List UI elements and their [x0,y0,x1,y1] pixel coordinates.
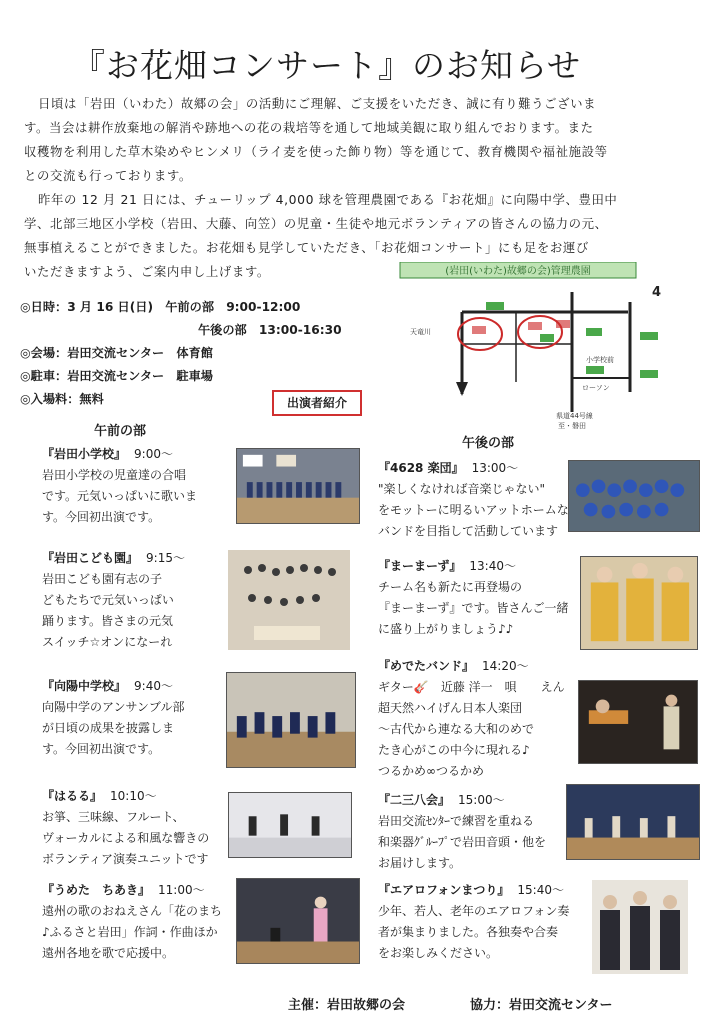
page-title: 『お花畑コンサート』のお知らせ [72,46,582,85]
performer-desc: 者が集まりました。各独奏や合奏 [378,925,559,939]
performer-desc: ギター🎸 近藤 洋一 唄 えん [378,680,565,694]
performer-desc: ヴォーカルによる和風な響きの [42,831,210,845]
performer-desc: をお楽しみください。 [378,946,499,960]
morning-heading: 午前の部 [94,424,147,439]
performer-desc: に盛り上がりましょう♪♪ [378,622,514,636]
photo-umeta-chiaki [236,878,360,964]
afternoon-item [378,556,568,640]
afternoon-item [378,458,569,542]
performer-desc: 少年、若人、老年のエアロフォン奏 [378,904,570,918]
intro-line: との交流も行っております。 [24,168,192,183]
performer-desc: 岩田交流ｾﾝﾀｰで練習を重ねる [378,814,535,828]
performer-time: 13:40～ [469,559,516,573]
performer-name: 『岩田こども園』 [42,551,139,565]
performer-desc: ～古代から連なる大和のめで [378,722,535,736]
morning-item [42,786,209,870]
map-title: (岩田(いわた)故郷の会)管理農園 [445,266,591,277]
intro-line: 収穫物を利用した草木染めやヒンメリ（ライ麦を使った飾り物）等を通じて、教育機関や福祉施設等 [24,144,608,159]
performer-desc: お届けします。 [378,856,462,870]
performer-desc: 遠州の歌のおねえさん「花のまち [42,904,223,918]
performer-name: 『4628 楽団』 [378,461,464,475]
afternoon-heading: 午後の部 [462,436,515,451]
photo-nisanpachi-kai [566,784,700,860]
afternoon-item [378,656,565,782]
performer-desc: をモットーに明るいアットホームな [378,503,569,517]
intro-line: いただきますよう、ご案内申し上げます。 [24,264,270,279]
intro-line: 日頃は「岩田（いわた）故郷の会」の活動にご理解、ご支援をいただき、誠に有り難うございま [38,96,597,111]
intro-line: 無事植えることができました。お花畑も見学していただき、「お花畑コンサート」にも足をお運び [24,240,589,255]
performer-time: 15:00～ [458,793,505,807]
intro-line: 昨年の 12 月 21 日には、チューリップ 4,000 球を管理農園である『お花畑』に向陽中学、豊田中 [38,192,618,207]
event-parking: ◎駐車：岩田交流センター 駐車場 [20,369,213,383]
intro-line: 学、北部三地区小学校（岩田、大藤、向笠）の児童・生徒や地元ボランティアの皆さんの協力の元、 [24,216,608,231]
performer-name: 『うめた ちあき』 [42,883,151,897]
photo-mamazu [580,556,698,650]
performer-desc: たき心がこの中今に現れる♪ [378,743,530,757]
performer-desc: チーム名も新たに再登場の [378,580,523,594]
performer-desc: お箏、三味線、フルート、 [42,810,185,824]
photo-koyo-junior-high [226,672,356,768]
performer-name: 『めでたバンド』 [378,659,475,673]
access-map [396,262,692,430]
footer-host: 主催：岩田故郷の会 [288,998,406,1013]
performer-desc: 超天然ハイげん日本人楽団 [378,701,523,715]
map-north-label: 4 [652,285,662,300]
performer-desc: 岩田こども園有志の子 [42,572,163,586]
photo-4628-band [568,460,700,532]
access-map-drawing [396,262,692,430]
morning-item [42,444,197,528]
performer-desc: 踊ります。皆さまの元気 [42,614,174,628]
performer-desc: が日頃の成果を披露しま [42,721,175,735]
performer-time: 15:40～ [517,883,564,897]
morning-item [42,676,184,760]
photo-iwata-elementary [236,448,360,524]
photo-aerophone-festival [592,880,688,974]
performer-name: 『岩田小学校』 [42,447,127,461]
performer-name: 『エアロフォンまつり』 [378,883,510,897]
performer-time: 9:40～ [134,679,173,693]
performer-desc: 岩田小学校の児童達の合唱 [42,468,187,482]
performer-time: 13:00～ [471,461,519,475]
performer-time: 9:00～ [134,447,173,461]
morning-item [42,548,185,653]
event-date: ◎日時：3 月 16 日(日) 午前の部 9:00-12:00 [20,300,301,314]
footer-coop: 協力：岩田交流センター [470,998,613,1013]
performer-time: 9:15～ [146,551,185,565]
map-road-label: 県道44号線 [556,412,593,420]
performers-badge: 出演者紹介 [272,390,362,416]
performer-desc: スイッチ☆オンになーれ [42,635,173,649]
photo-iwata-kindergarten [228,550,350,650]
afternoon-item [378,790,546,874]
performer-desc: す。今回初出演です。 [42,742,161,756]
intro-line: す。当会は耕作放棄地の解消や跡地への花の栽培等を通して地域美観に取り組んでおります。また [24,120,594,135]
event-venue: ◎会場：岩田交流センター 体育館 [20,346,213,360]
event-fee: ◎入場料：無料 [20,392,104,406]
map-store-label: ローソン [582,384,610,392]
performer-desc: ♪ふるさと岩田」作詞・作曲ほか [42,925,218,939]
performer-desc: 向陽中学のアンサンブル部 [42,700,185,714]
performer-name: 『まーまーず』 [378,559,462,573]
photo-medeta-band [578,680,698,764]
event-date-afternoon: 午後の部 13:00-16:30 [198,323,342,337]
map-direction-label: 至・磐田 [558,422,586,430]
map-school-label: 小学校前 [586,356,614,364]
performer-time: 11:00～ [158,883,205,897]
morning-item [42,880,222,964]
intro-text [24,92,696,284]
performer-desc: です。元気いっぱいに歌いま [42,489,198,503]
performer-time: 14:20～ [482,659,529,673]
performer-desc: バンドを目指して活動しています [378,524,559,538]
performer-name: 『向陽中学校』 [42,679,127,693]
performer-desc: 『まーまーず』です。皆さんご一緒 [378,601,569,615]
performer-desc: 遠州各地を歌で応援中。 [42,946,175,960]
performer-name: 『はるる』 [42,789,103,803]
map-river-label: 天竜川 [410,328,431,336]
performer-name: 『二三八会』 [378,793,451,807]
performer-desc: す。今回初出演です。 [42,510,161,524]
performer-time: 10:10～ [110,789,157,803]
performer-desc: つるかめ∞つるかめ [378,764,484,778]
performer-desc: どもたちで元気いっぱい [42,593,174,607]
performer-desc: 和楽器ｸﾞﾙｰﾌﾟで岩田音頭・他を [378,835,547,849]
afternoon-item [378,880,569,964]
photo-haruru [228,792,352,858]
performer-desc: "楽しくなければ音楽じゃない" [378,482,546,496]
performer-desc: ボランティア演奏ユニットです [42,852,209,866]
